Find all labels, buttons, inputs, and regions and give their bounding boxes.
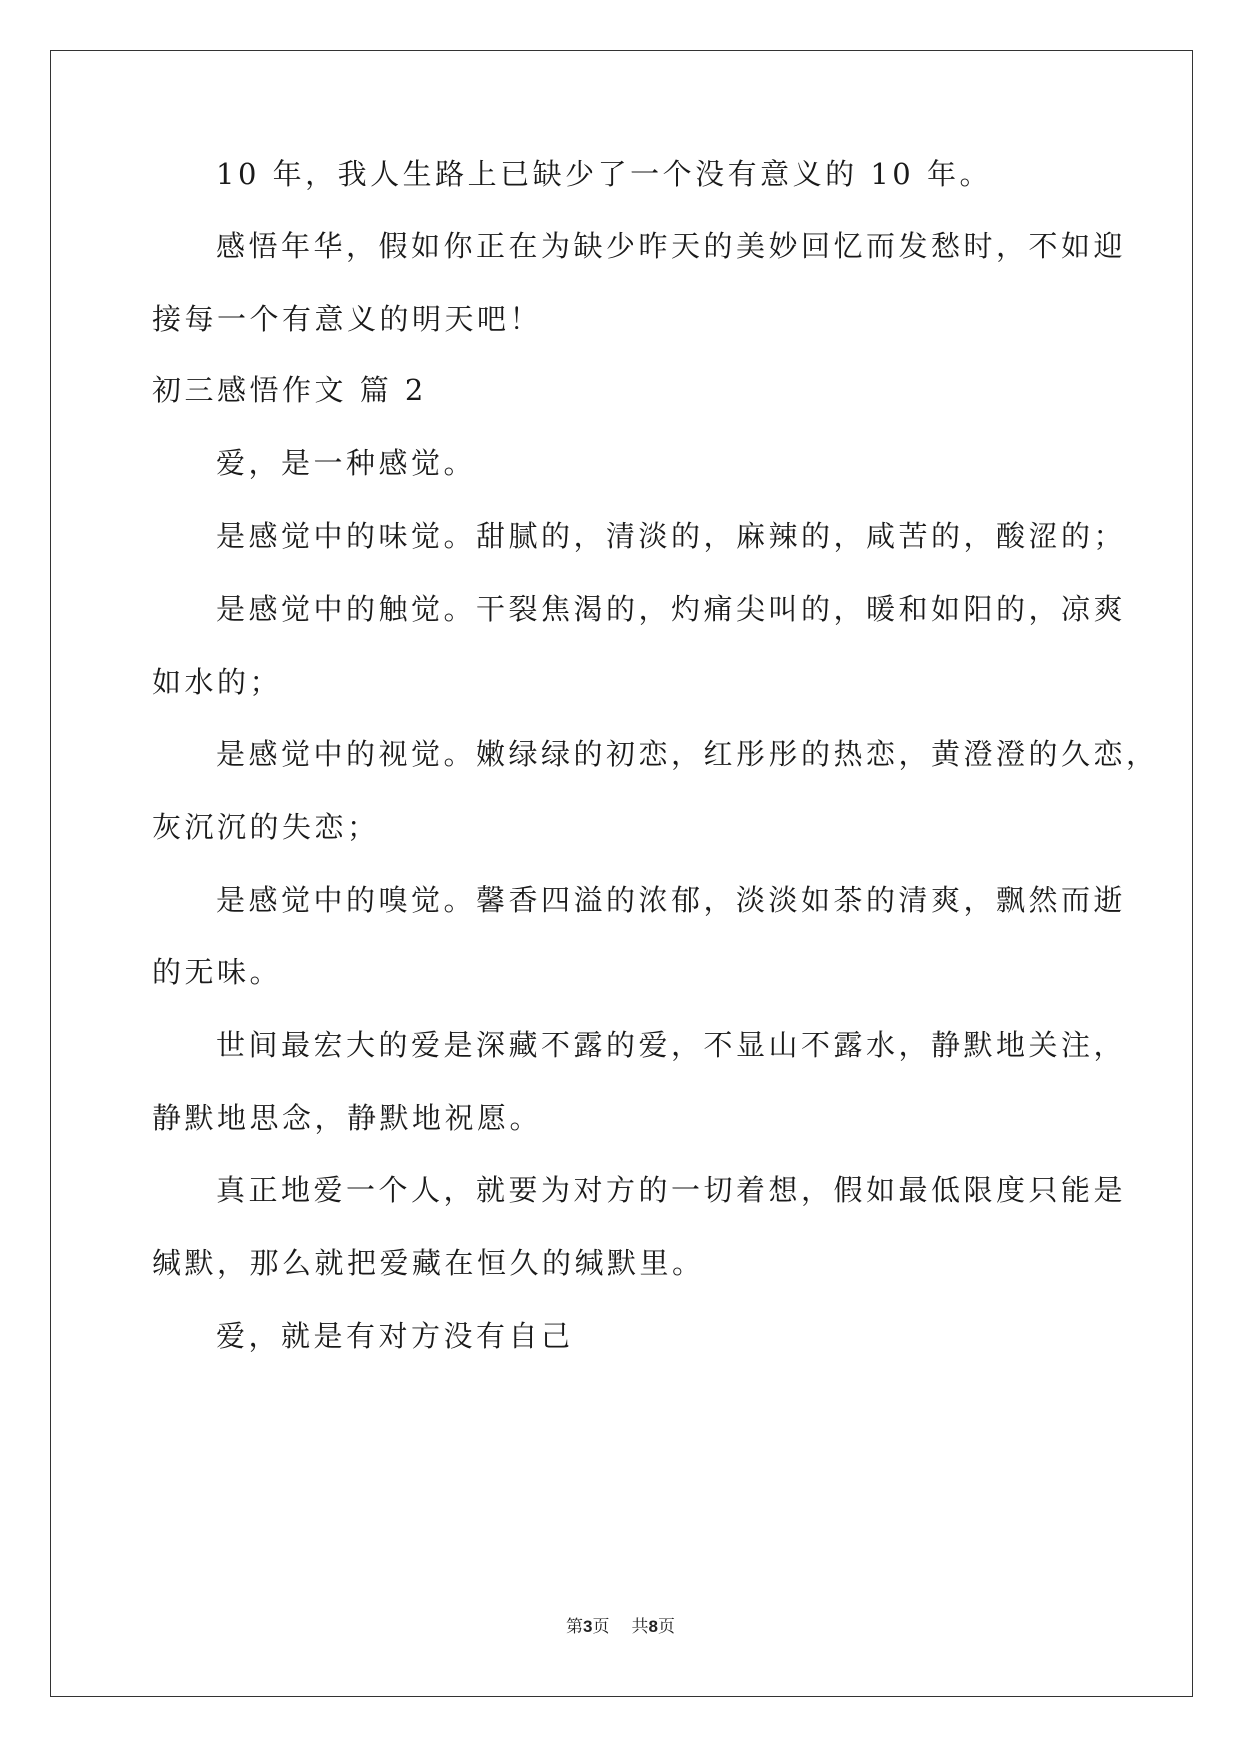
paragraph-line: 是感觉中的嗅觉。馨香四溢的浓郁，淡淡如茶的清爽，飘然而逝 bbox=[216, 883, 1127, 917]
paragraph-line: 如水的； bbox=[152, 665, 283, 699]
paragraph-line: 感悟年华，假如你正在为缺少昨天的美妙回忆而发愁时，不如迎 bbox=[216, 229, 1127, 263]
paragraph-line: 缄默，那么就把爱藏在恒久的缄默里。 bbox=[152, 1246, 705, 1280]
paragraph-line: 是感觉中的味觉。甜腻的，清淡的，麻辣的，咸苦的，酸涩的； bbox=[216, 519, 1127, 553]
paragraph-line: 接每一个有意义的明天吧！ bbox=[152, 302, 543, 336]
page-suffix: 页 bbox=[592, 1617, 610, 1637]
paragraph-line: 是感觉中的视觉。嫩绿绿的初恋，红彤彤的热恋，黄澄澄的久恋， bbox=[216, 737, 1159, 771]
paragraph-line: 爱，是一种感觉。 bbox=[216, 446, 477, 480]
paragraph-line: 10 年，我人生路上已缺少了一个没有意义的 10 年。 bbox=[216, 157, 992, 191]
page-prefix: 第 bbox=[566, 1617, 584, 1637]
paragraph-line: 灰沉沉的失恋； bbox=[152, 810, 380, 844]
paragraph-line: 真正地爱一个人，就要为对方的一切着想，假如最低限度只能是 bbox=[216, 1173, 1127, 1207]
paragraph-line: 的无味。 bbox=[152, 955, 283, 989]
paragraph-line: 世间最宏大的爱是深藏不露的爱，不显山不露水，静默地关注， bbox=[216, 1028, 1127, 1062]
page-border bbox=[50, 50, 1193, 1697]
page-current: 3 bbox=[583, 1617, 593, 1636]
paragraph-line: 是感觉中的触觉。干裂焦渴的，灼痛尖叫的，暖和如阳的，凉爽 bbox=[216, 592, 1127, 626]
page-footer bbox=[0, 1618, 1241, 1636]
total-suffix: 页 bbox=[657, 1617, 675, 1637]
page-total: 8 bbox=[648, 1617, 658, 1636]
paragraph-line: 爱，就是有对方没有自己 bbox=[216, 1319, 574, 1353]
total-prefix: 共 bbox=[631, 1617, 649, 1637]
section-heading: 初三感悟作文 篇 2 bbox=[152, 373, 427, 407]
paragraph-line: 静默地思念，静默地祝愿。 bbox=[152, 1101, 543, 1135]
